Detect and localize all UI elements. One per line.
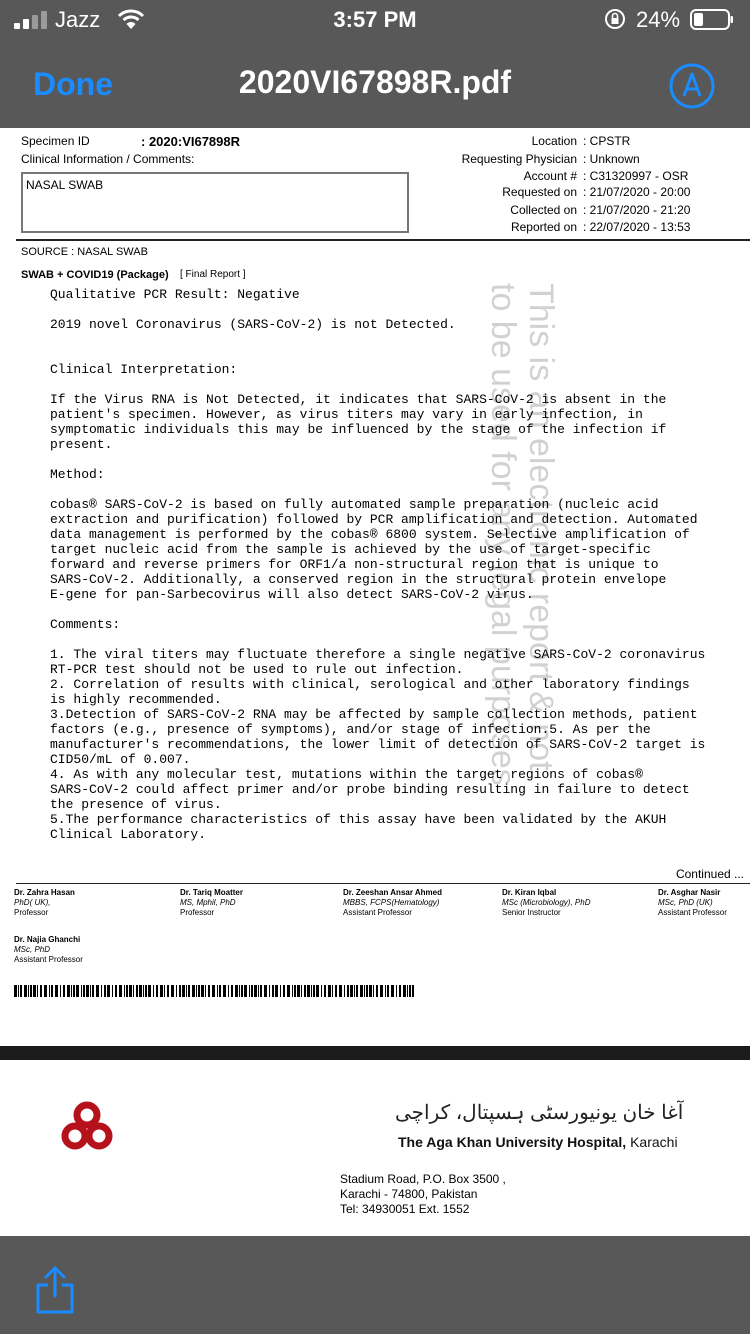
signatory-name: Dr. Zahra Hasan (14, 888, 75, 897)
done-button[interactable]: Done (33, 66, 113, 102)
barcode-bar (407, 985, 408, 997)
collected-label: Collected on (510, 203, 577, 217)
barcode-bar (28, 985, 29, 997)
report-body-line: patient's specimen. However, as virus titers may vary in early infection, in (50, 407, 643, 422)
barcode-bar (63, 985, 65, 997)
report-body-line: cobas® SARS-CoV-2 is based on fully automated sample preparation (nucleic acid (50, 497, 659, 512)
report-body-line: Qualitative PCR Result: Negative (50, 287, 300, 302)
barcode-bar (20, 985, 22, 997)
report-body-line: the presence of virus. (50, 797, 222, 812)
barcode-bar (30, 985, 32, 997)
barcode-bar (344, 985, 345, 997)
barcode-bar (391, 985, 394, 997)
barcode-bar (350, 985, 353, 997)
location-label: Location (531, 134, 577, 148)
barcode-bar (37, 985, 38, 997)
page-separator (0, 1046, 750, 1060)
signatory-qualification: MSc, PhD (14, 945, 51, 954)
barcode-bar (275, 985, 278, 997)
barcode-bar (164, 985, 165, 997)
barcode-bar (316, 985, 319, 997)
report-body-line (50, 377, 705, 392)
requested-label: Requested on (502, 185, 577, 199)
barcode-bar (129, 985, 132, 997)
barcode-bar (14, 985, 17, 997)
signatory-name: Dr. Asghar Nasir (658, 888, 721, 897)
barcode-bar (396, 985, 397, 997)
barcode-bar (328, 985, 331, 997)
barcode-bar (192, 985, 195, 997)
barcode-bar (324, 985, 326, 997)
barcode-bar (376, 985, 378, 997)
barcode-bar (283, 985, 285, 997)
barcode-bar (153, 985, 154, 997)
report-body-line: target nucleic acid from the sample is achieved by the use of target-specific (50, 542, 651, 557)
report-body-line: symptomatic individuals this may be influenced by the stage of the infection if (50, 422, 667, 437)
barcode-bar (399, 985, 401, 997)
barcode-bar (182, 985, 185, 997)
barcode-bar (239, 985, 240, 997)
signatory-title: Senior Instructor (502, 908, 561, 917)
barcode-bar (332, 985, 333, 997)
report-body-line: E-gene for pan-Sarbecovirus will also detect SARS-CoV-2 virus. (50, 587, 534, 602)
reported-label: Reported on (510, 220, 577, 234)
header-divider (16, 239, 750, 241)
barcode-bar (44, 985, 47, 997)
report-body-line: extraction and purification) followed by PCR amplification and detection. Automated (50, 512, 698, 527)
barcode-bar (40, 985, 42, 997)
clinical-label: Clinical Information / Comments: (21, 152, 195, 166)
barcode-bar (260, 985, 262, 997)
status-bar (0, 0, 750, 40)
barcode-bar (280, 985, 281, 997)
barcode-bar (369, 985, 372, 997)
barcode-bar (313, 985, 315, 997)
report-body-line: 4. As with any molecular test, mutations within the target regions of cobas® (50, 767, 643, 782)
signatory-qualification: MBBS, FCPS(Hematology) (343, 898, 440, 907)
report-body-line: Clinical Interpretation: (50, 362, 238, 377)
barcode-bar (217, 985, 218, 997)
battery-percent: 24% (636, 7, 681, 32)
report-body-line: If the Virus RNA is Not Detected, it indicates that SARS-CoV-2 is absent in the (50, 392, 667, 407)
signatory (502, 888, 590, 918)
barcode-bar (403, 985, 406, 997)
report-body-line: SARS-CoV-2. Additionally, a conserved region in the structural protein envelope (50, 572, 667, 587)
report-body-line (50, 302, 705, 317)
signatory (180, 888, 243, 918)
footer-divider (16, 883, 750, 884)
document-title: 2020VI67898R.pdf (238, 64, 512, 100)
hospital-name-urdu: آغا خان یونیورسٹی ہسپتال، کراچی (395, 1102, 684, 1124)
barcode-bar (258, 985, 259, 997)
top-bar (0, 0, 750, 128)
report-body-line: SARS-CoV-2 could affect primer and/or probe binding resulting in failure to detect (50, 782, 690, 797)
hospital-address: Stadium Road, P.O. Box 3500 , Karachi - 74800, Pakistan Tel: 34930051 Ext. 1552 (340, 1172, 506, 1216)
markup-icon[interactable] (668, 62, 716, 110)
barcode-bar (198, 985, 200, 997)
signatory-qualification: MS, Mphil, PhD (180, 898, 236, 907)
report-body-line: CID50/mL of 0.007. (50, 752, 191, 767)
barcode-bar (160, 985, 163, 997)
barcode-bar (292, 985, 293, 997)
barcode-bar (179, 985, 181, 997)
signatory-qualification: MSc (Microbiology), PhD (502, 898, 591, 907)
barcode-bar (136, 985, 138, 997)
barcode-bar (241, 985, 243, 997)
barcode-bar (115, 985, 117, 997)
report-body-line: factors (e.g., presence of symptoms), and/or stage of infection.5. As per the (50, 722, 651, 737)
barcode-bar (96, 985, 99, 997)
barcode-bar (321, 985, 322, 997)
report-body-line (50, 332, 705, 347)
barcode-bar (297, 985, 300, 997)
signatory-qualification: MSc, PhD (UK) (658, 898, 713, 907)
barcode-bar (119, 985, 122, 997)
electronic-report-watermark (484, 283, 560, 786)
specimen-value: : 2020:VI67898R (141, 134, 241, 149)
signatory-name: Dr. Kiran Iqbal (502, 888, 557, 897)
report-body-line: 2. Correlation of results with clinical, serological and other laboratory findings (50, 677, 690, 692)
source-line: SOURCE : NASAL SWAB (21, 246, 148, 258)
signatory-title: Professor (180, 908, 215, 917)
barcode-bar (380, 985, 383, 997)
barcode-bar (212, 985, 215, 997)
barcode-bar (107, 985, 110, 997)
signatory-title: Assistant Professor (658, 908, 727, 917)
barcode-bar (254, 985, 257, 997)
barcode-bar (208, 985, 210, 997)
barcode-bar (60, 985, 61, 997)
barcode-bar (251, 985, 253, 997)
share-icon[interactable] (34, 1266, 76, 1314)
barcode-bar (171, 985, 174, 997)
barcode-bar (90, 985, 91, 997)
report-body-line (50, 482, 705, 497)
barcode-bar (335, 985, 337, 997)
pdf-page-report[interactable] (0, 128, 750, 1046)
report-body-line: is highly recommended. (50, 692, 222, 707)
report-body-line: 5.The performance characteristics of this assay have been validated by the AKUH (50, 812, 667, 827)
barcode-bar (231, 985, 233, 997)
barcode-bar (356, 985, 358, 997)
continued-label: Continued ... (675, 867, 744, 881)
barcode-bar (272, 985, 274, 997)
hospital-name (398, 1134, 678, 1150)
barcode-bar (139, 985, 142, 997)
barcode-bar (311, 985, 312, 997)
signatory-title: Professor (14, 908, 49, 917)
barcode (14, 985, 414, 997)
barcode-bar (360, 985, 363, 997)
watermark-line-1: This is an electronic report & not (522, 283, 560, 771)
barcode-bar (101, 985, 102, 997)
aku-logo-icon (60, 1100, 114, 1152)
bottom-toolbar (0, 1236, 750, 1334)
specimen-label: Specimen ID (21, 134, 90, 148)
barcode-bar (124, 985, 125, 997)
barcode-bar (76, 985, 79, 997)
location-value: : CPSTR (583, 134, 631, 148)
barcode-bar (205, 985, 206, 997)
status-time: 3:57 PM (333, 7, 417, 32)
barcode-bar (287, 985, 290, 997)
carrier-name: Jazz (55, 7, 101, 32)
barcode-bar (81, 985, 82, 997)
clinical-comments-box (21, 172, 409, 233)
report-body-line: 3.Detection of SARS-CoV-2 RNA may be affected by sample collection methods, patient (50, 707, 698, 722)
account-label: Account # (523, 169, 577, 183)
report-body-line: forward and reverse primers for ORF1/a non-structural region that is unique to (50, 557, 659, 572)
battery-icon (690, 9, 734, 30)
barcode-bar (24, 985, 27, 997)
report-body-line: 1. The viral titers may fluctuate therefore a single negative SARS-CoV-2 coronavirus (50, 647, 706, 662)
barcode-bar (33, 985, 36, 997)
report-body-line: data management is performed by the cobas® 6800 system. Selective amplification of (50, 527, 690, 542)
report-body-line: Clinical Laboratory. (50, 827, 207, 842)
clinical-value: NASAL SWAB (26, 178, 104, 192)
report-body (50, 287, 705, 842)
barcode-bar (409, 985, 411, 997)
barcode-bar (55, 985, 58, 997)
barcode-bar (148, 985, 151, 997)
barcode-bar (244, 985, 247, 997)
signatory-name: Dr. Tariq Moatter (180, 888, 243, 897)
signatory (658, 888, 727, 918)
report-body-line (50, 632, 705, 647)
barcode-bar (219, 985, 221, 997)
signatory-name: Dr. Zeeshan Ansar Ahmed (343, 888, 442, 897)
barcode-bar (307, 985, 310, 997)
barcode-bar (186, 985, 187, 997)
barcode-bar (176, 985, 177, 997)
barcode-bar (412, 985, 414, 997)
barcode-bar (385, 985, 386, 997)
barcode-bar (126, 985, 128, 997)
barcode-bar (223, 985, 226, 997)
pdf-page-footer[interactable] (0, 1060, 750, 1236)
barcode-bar (18, 985, 19, 997)
barcode-bar (92, 985, 94, 997)
barcode-bar (294, 985, 296, 997)
barcode-bar (354, 985, 355, 997)
report-status: [ Final Report ] (180, 269, 246, 280)
barcode-bar (73, 985, 75, 997)
physician-label: Requesting Physician (461, 152, 577, 166)
signatory-title: Assistant Professor (14, 955, 83, 964)
barcode-bar (387, 985, 389, 997)
requested-value: : 21/07/2020 - 20:00 (583, 185, 691, 199)
watermark-line-2: to be used for any legal purposes (484, 283, 522, 786)
report-body-line: manufacturer's recommendations, the lower limit of detection of SARS-CoV-2 target is (50, 737, 706, 752)
report-body-line (50, 602, 705, 617)
barcode-bar (156, 985, 158, 997)
barcode-bar (373, 985, 374, 997)
barcode-bar (301, 985, 302, 997)
barcode-bar (49, 985, 50, 997)
barcode-bar (201, 985, 204, 997)
barcode-bar (228, 985, 229, 997)
test-name: SWAB + COVID19 (Package) (21, 269, 169, 281)
hospital-city: Karachi (626, 1134, 678, 1150)
barcode-bar (339, 985, 342, 997)
barcode-bar (83, 985, 85, 997)
barcode-bar (71, 985, 72, 997)
rotation-lock-icon (604, 8, 626, 30)
barcode-bar (112, 985, 113, 997)
barcode-bar (249, 985, 250, 997)
signatory (14, 888, 75, 918)
report-body-line: Comments: (50, 617, 121, 632)
report-body-line: present. (50, 437, 113, 452)
barcode-bar (51, 985, 53, 997)
barcode-bar (133, 985, 134, 997)
physician-value: : Unknown (583, 152, 640, 166)
report-body-line (50, 347, 705, 362)
barcode-bar (104, 985, 106, 997)
signatory (343, 888, 442, 918)
barcode-bar (143, 985, 144, 997)
barcode-bar (188, 985, 190, 997)
barcode-bar (269, 985, 270, 997)
report-body-line (50, 452, 705, 467)
signatory-qualification: PhD( UK), (14, 898, 51, 907)
barcode-bar (347, 985, 349, 997)
report-body-line: Method: (50, 467, 105, 482)
collected-value: : 21/07/2020 - 21:20 (583, 203, 691, 217)
report-body-line: 2019 novel Coronavirus (SARS-CoV-2) is not Detected. (50, 317, 456, 332)
barcode-bar (366, 985, 368, 997)
barcode-bar (364, 985, 365, 997)
barcode-bar (145, 985, 147, 997)
account-value: : C31320997 - OSR (583, 169, 689, 183)
report-body-line: RT-PCR test should not be used to rule out infection. (50, 662, 464, 677)
barcode-bar (235, 985, 238, 997)
barcode-bar (264, 985, 267, 997)
barcode-bar (67, 985, 70, 997)
signatory (14, 935, 83, 965)
barcode-bar (167, 985, 169, 997)
signatory-name: Dr. Najia Ghanchi (14, 935, 81, 944)
signatory-title: Assistant Professor (343, 908, 412, 917)
barcode-bar (86, 985, 89, 997)
reported-value: : 22/07/2020 - 13:53 (583, 220, 691, 234)
barcode-bar (304, 985, 306, 997)
barcode-bar (196, 985, 197, 997)
hospital-name-main: The Aga Khan University Hospital, (398, 1134, 627, 1150)
